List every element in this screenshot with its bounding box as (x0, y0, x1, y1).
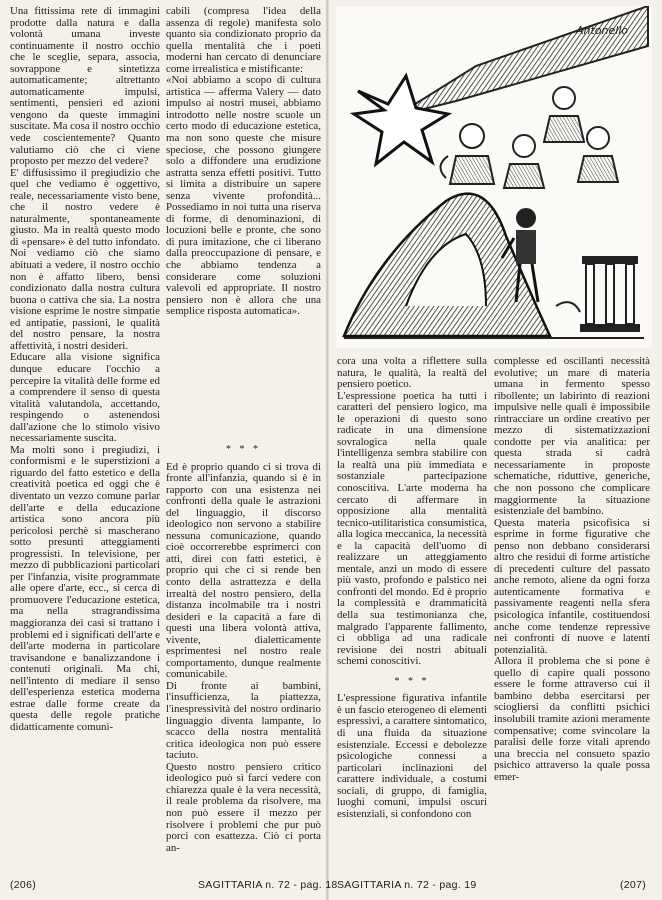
section-separator: * * * (394, 675, 430, 687)
paragraph: Questo nostro pensiero critico ideologico può sì farci vedere con chiarezza quale è la vera necessità, il reale problema da risolvere, ma non può essere il mezzo per risolvere i problemi che pur può porci con esattezza. Ciò ci porta an- (166, 760, 321, 854)
text-column-4 (337, 356, 487, 820)
quotation: «Noi abbiamo a scopo di cultura artistica — afferma Valery — dato impulso ai nostri musei, abbiamo introdotto nelle nostre scuole un certo modo di educazione estetica, ma non sono queste che misure speciose, che possono giungere solo a diffondere una erudizione astratta senza effetti positivi. Tutto si limita a distribuire un sapere senza vivente profondità... Possediamo in noi tutta una riserva di forme, di denominazioni, di locuzioni belle e pronte, che sono di pura imitazione, che ci liberano dalla preoccupazione di pensare, e che abbiamo tendenza a considerare come soluzioni valevoli ed appropriate. Il nostro pensiero non è allora che una semplice risposta automatica». (166, 74, 321, 318)
child-drawing-illustration (336, 6, 652, 348)
paragraph: cabili (compresa l'idea della assenza di regole) manifesta solo quanto sia condizionato proprio da quella mentalità che i poeti moderni han cercato di denunciare come irrealistica e mistificante: (166, 5, 321, 75)
page-fold (326, 0, 329, 900)
paragraph: cora una volta a riflettere sulla natura, le qualità, la realtà del pensiero poetico. (337, 355, 487, 391)
paragraph: complesse ed oscillanti necessità evolutive; un mare di materia umana in fermento spesso ribollente; un labirinto di reazioni impulsive nelle quali è impossibile rintracciare un ordine creativo per mezzo di sistematizzazioni condotte per via analitica: per questa strada si cadrà necessariamente in proposte schematiche, riduttive, generiche, che non possono che complicare maggiormente la situazione esistenziale del bambino. (494, 355, 650, 518)
text-column-5 (494, 356, 650, 783)
paragraph: Ma molti sono i pregiudizi, i conformismi e le superstizioni a riguardo del fatto estetico e della creatività poetica ed oggi che è diventato un vezzo comune parlar dell'arte e della educazione artistica sono ancora più pericolosi perchè si mascherano sotto presunti atteggiamenti progressisti. In televisione, per mezzo di pubblicazioni particolari per l'infanzia, visite programmate alle opere d'arte, ecc., si cerca di promuovere l'educazione estetica, ma nella stragrandissima maggioranza dei casi si trattano i problemi ed i significati dell'arte e dell'arte moderna in particolare travisandone e banalizzandone i contenuti originali. Ma chi, nell'intento di mediare il senso dell'esperienza estetica moderna estrae dalle forme create da questa delle regole pratiche didatticamente comuni- (10, 443, 160, 733)
issue-info-right: SAGITTARIA n. 72 - pag. 19 (337, 879, 477, 891)
paragraph: Ed è proprio quando ci si trova di fronte all'infanzia, quando si è in rapporto con una esistenza nei confronti della quale le astrazioni del linguaggio, il discorso ideologico non servono a stabilire nessuna comunicazione, quando cioè occorrerebbe esprimerci con atti, direi con fatti estetici, è proprio qui che ci si rende ben conto della astrattezza e della irrealtà del nostro pensiero, della distanza incolmabile tra i nostri desideri e la capacità a fare di questi una libera volontà attiva, vivente, dialetticamente esprimentesi nel nostro reale comportamento, dunque realmente comunicabile. (166, 460, 321, 681)
page-number-right: (207) (620, 879, 647, 891)
paragraph: Educare alla visione significa dunque educare l'occhio a percepire la vitalità delle forme ed a comprendere il senso di questa vitalità valutandola, accettando, respingendo o astenendosi dall'azione che lo stimolo visivo necessariamente suscita. (10, 351, 160, 445)
paragraph: L'espressione poetica ha tutti i caratteri del pensiero logico, ma le operazioni di questo sono radicate in una dimensione sovralogica nella quale l'intelligenza sembra stabilire con la realtà una più immediata e sostanziale partecipazione conoscitiva. L'arte moderna ha cercato di affermare in opposizione alla mentalità tecnico-utilitaristica consumistica, alla logica meccanica, la necessità e la capacità dell'uomo di realizzare un atteggiamento mentale, anzi un modo di essere più vasto, profondo e palstico nei confronti del mondo. Ed è proprio la complessità e drammaticità della sua testimonianza che, malgrado l'apparente fallimento, ci obbliga ad una radicale revisione dei nostri abituali schemi conoscitivi. (337, 389, 487, 668)
paragraph: Questa materia psicofisica si esprime in forme figurative che penso non debbano considerarsi altro che residui di forme artistiche di precedenti culture del passato anche remoto, aliene da ogni forza autenticamente formativa e passivamente reagenti nella sfera psicologica infantile, costituendosi anche come tendenze repressive nei confronti di nuove e latenti potenzialità. (494, 516, 650, 656)
text-column-1 (10, 6, 160, 733)
paragraph: Una fittissima rete di immagini prodotte dalla natura e dalla volontà umana investe continuamente il nostro occhio che le sceglie, separa, associa, sovrappone e sintetizza automaticamente; altrettanto automaticamente impulsi, sentimenti, pensieri ed azioni vengono da queste immagini suscitate. Ma cosa il nostro occhio vede coscientemente? Quanto valutiamo ciò che ci viene proposto per mezzo del vedere? (10, 5, 161, 168)
text-column-3 (166, 436, 321, 854)
drawing-svg (336, 6, 652, 348)
page-number-left: (206) (10, 879, 37, 891)
artist-signature: Antonello (576, 24, 629, 37)
paragraph: Di fronte ai bambini, l'insufficienza, la piattezza, l'inespressività del nostro ordinario linguaggio diventa lampante, lo scacco della nostra mentalità critica ideologica non può essere taciuto. (166, 679, 321, 762)
text-column-2 (166, 6, 321, 318)
paragraph: Allora il problema che si pone è quello di capire quali possono essere le forme attraverso cui il bambino debba esercitarsi per sciogliersi da conflitti psichici insolubili tramite azioni meramente compensative; come svincolare la paralisi delle forze vitali aprendo una breccia nel consueto spazio psichico attraverso la quale possa emer- (494, 655, 650, 783)
paragraph: E' diffusissimo il pregiudizio che quel che vediamo è oggettivo, reale, necessariamente visto bene, che il nostro vedere è naturalmente, spontaneamente giusto. Ma in realtà questo modo di «pensare» è del tutto infondato. Noi vediamo ciò che siamo abituati a vedere, il nostro occhio non è affatto libero, bensì condizionato dalla nostra cultura buona o cattiva che sia. La nostra visione esprime le nostre simpatie ed antipatie, passioni, le qualità del nostro pensare, la nostra affettività, i nostri desideri. (10, 166, 160, 352)
paragraph: L'espressione figurativa infantile è un fascio eterogeneo di elementi espressivi, a carattere sintomatico, di una fluida da situazione esistenziale. Eccessi e debolezze psicologiche connessi a particolari inclinazioni del carattere individuale, a costumi sociali, di gruppo, di famiglia, luoghi comuni, impulsi oscuri esistenziali, si confondono con (337, 692, 487, 820)
temple-columns-icon (580, 256, 640, 332)
section-separator: * * * (226, 444, 261, 455)
issue-info-left: SAGITTARIA n. 72 - pag. 18 (198, 879, 338, 891)
